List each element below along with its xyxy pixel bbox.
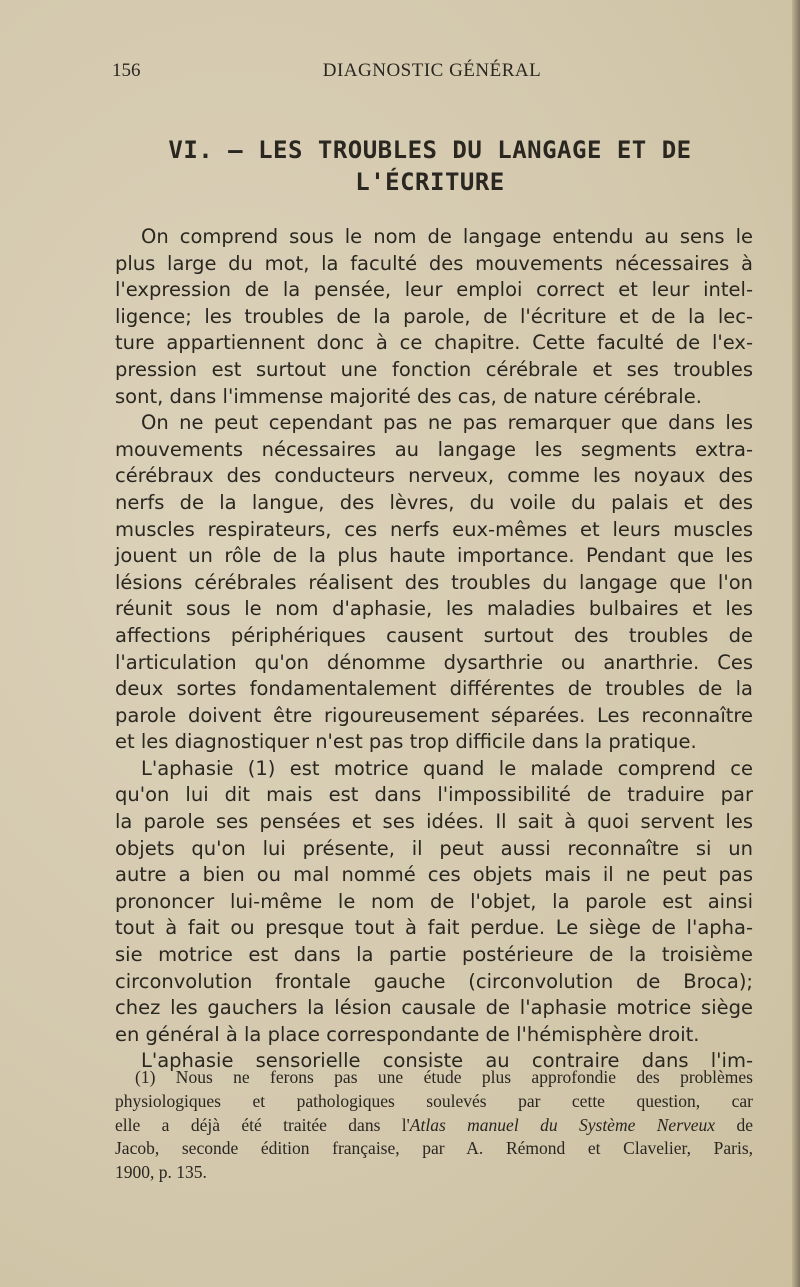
chapter-title xyxy=(112,134,748,198)
footnote-line: physiologiques et pathologiques soulevés par cette question, car xyxy=(115,1090,753,1111)
text-line: muscles respirateurs, ces nerfs eux-mêmes et leurs muscles xyxy=(115,517,753,541)
text-line: l'expression de la pensée, leur emploi correct et leur intel- xyxy=(115,278,753,302)
text-line: On comprend sous le nom de langage entendu au sens le xyxy=(141,225,753,248)
text-line: L'aphasie sensorielle consiste au contraire dans l'im- xyxy=(141,1049,753,1073)
text-line: jouent un rôle de la plus haute importance. Pendant que les xyxy=(115,544,753,568)
text-line: tout à fait ou presque tout à fait perdue. Le siège de l'apha- xyxy=(115,916,753,940)
text-line: réunit sous le nom d'aphasie, les maladies bulbaires et les xyxy=(115,597,753,621)
footnote-text: elle a déjà été traitée dans l' xyxy=(115,1114,410,1135)
page-number: 156 xyxy=(112,60,141,81)
text-line: L'aphasie (1) est motrice quand le malade comprend ce xyxy=(141,756,753,780)
text-line: sont, dans l'immense majorité des cas, de nature cérébrale. xyxy=(115,384,702,408)
text-line: prononcer lui-même le nom de l'objet, la parole est ainsi xyxy=(115,889,753,913)
page-header xyxy=(112,60,752,90)
footnote-line: 1900, p. 135. xyxy=(115,1162,207,1183)
footnote xyxy=(115,1066,753,1185)
text-line: nerfs de la langue, des lèvres, du voile du palais et des xyxy=(115,490,753,514)
text-line: ture appartiennent donc à ce chapitre. Cette faculté de l'ex- xyxy=(115,331,753,355)
text-line: et les diagnostiquer n'est pas trop difficile dans la pratique. xyxy=(115,730,697,754)
text-line: pression est surtout une fonction cérébrale et ses troubles xyxy=(115,357,753,381)
text-line: l'articulation qu'on dénomme dysarthrie ou anarthrie. Ces xyxy=(115,650,753,674)
footnote-book-title: Atlas manuel du Système Nerveux xyxy=(409,1114,716,1135)
chapter-title-line-2: L'ÉCRITURE xyxy=(355,168,505,196)
text-line: circonvolution frontale gauche (circonvolution de Broca); xyxy=(115,969,753,993)
text-line: plus large du mot, la faculté des mouvements nécessaires à xyxy=(115,251,753,275)
text-line: autre a bien ou mal nommé ces objets mais il ne peut pas xyxy=(115,863,753,887)
chapter-title-line-1: VI. — LES TROUBLES DU LANGAGE ET DE xyxy=(168,136,692,164)
text-line: en général à la place correspondante de l'hémisphère droit. xyxy=(115,1022,700,1046)
text-line: chez les gauchers la lésion causale de l'aphasie motrice siège xyxy=(115,996,753,1020)
text-line: deux sortes fondamentalement différentes de troubles de la xyxy=(115,677,753,701)
text-line: sie motrice est dans la partie postérieure de la troisième xyxy=(115,943,753,967)
text-line: ligence; les troubles de la parole, de l'écriture et de la lec- xyxy=(115,304,753,328)
footnote-text: de xyxy=(715,1114,753,1135)
text-line: mouvements nécessaires au langage les segments extra- xyxy=(115,437,753,461)
running-title: DIAGNOSTIC GÉNÉRAL xyxy=(322,60,542,81)
text-line: On ne peut cependant pas ne pas remarquer que dans les xyxy=(141,411,753,435)
text-line: la parole ses pensées et ses idées. Il sait à quoi servent les xyxy=(115,810,753,834)
footnote-line xyxy=(115,1114,753,1138)
body-text xyxy=(115,224,753,1075)
text-line: lésions cérébrales réalisent des troubles du langage que l'on xyxy=(115,570,753,594)
text-line: parole doivent être rigoureusement séparées. Les reconnaître xyxy=(115,703,753,727)
text-line: qu'on lui dit mais est dans l'impossibilité de traduire par xyxy=(115,783,753,807)
text-line: cérébraux des conducteurs nerveux, comme les noyaux des xyxy=(115,464,753,488)
page-edge-shadow xyxy=(792,0,800,1287)
text-line: objets qu'on lui présente, il peut aussi reconnaître si un xyxy=(115,836,753,860)
text-line: affections périphériques causent surtout des troubles de xyxy=(115,623,753,647)
footnote-line: Jacob, seconde édition française, par A. Rémond et Clavelier, Paris, xyxy=(115,1138,753,1159)
footnote-line: (1) Nous ne ferons pas une étude plus approfondie des problèmes xyxy=(135,1067,753,1087)
